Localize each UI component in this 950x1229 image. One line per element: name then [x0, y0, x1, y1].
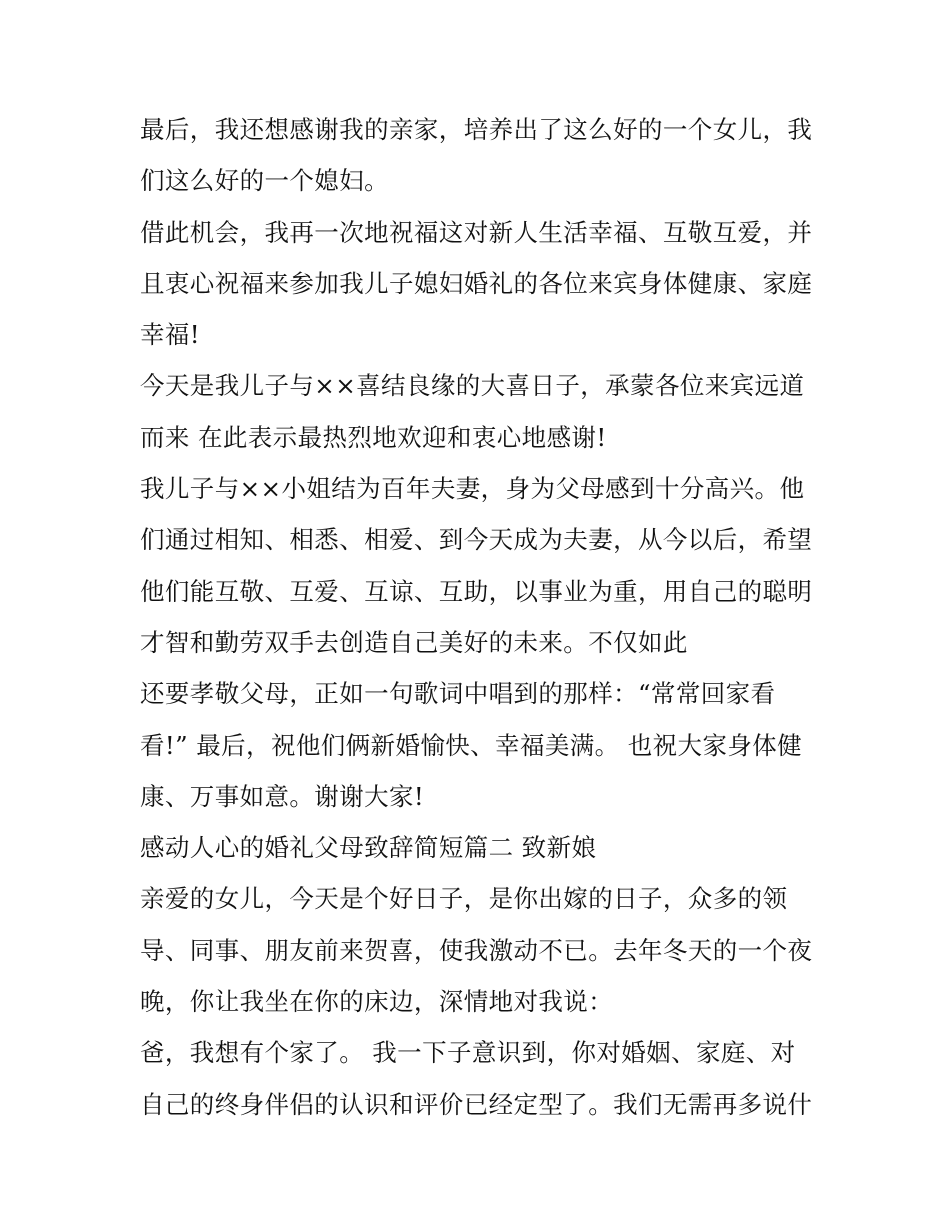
section-heading: 感动人心的婚礼父母致辞简短篇二 致新娘 [140, 833, 597, 863]
document-body [140, 104, 830, 1130]
text-line: 而来 在此表示最热烈地欢迎和衷心地感谢! [140, 422, 607, 452]
text-line: 还要孝敬父母，正如一句歌词中唱到的那样：“常常回家看 [140, 679, 776, 709]
text-line: 导、同事、朋友前来贺喜，使我激动不已。去年冬天的一个夜 [140, 935, 813, 965]
text-line: 今天是我儿子与××喜结良缘的大喜日子，承蒙各位来宾远道 [140, 371, 805, 401]
text-line: 康、万事如意。谢谢大家! [140, 781, 425, 811]
text-line: 我儿子与××小姐结为百年夫妻，身为父母感到十分高兴。他 [140, 474, 805, 504]
text-line: 自己的终身伴侣的认识和评价已经定型了。我们无需再多说什 [140, 1089, 813, 1119]
text-line: 幸福! [140, 320, 201, 350]
text-line: 才智和勤劳双手去创造自己美好的未来。不仅如此 [140, 627, 688, 657]
text-line: 们通过相知、相悉、相爱、到今天成为夫妻，从今以后，希望 [140, 525, 813, 555]
text-line: 最后，我还想感谢我的亲家，培养出了这么好的一个女儿，我 [140, 115, 813, 144]
text-line: 爸，我想有个家了。 我一下子意识到，你对婚姻、家庭、对 [140, 1038, 796, 1068]
text-line: 且衷心祝福来参加我儿子媳妇婚礼的各位来宾身体健康、家庭 [140, 268, 813, 298]
text-line: 亲爱的女儿，今天是个好日子，是你出嫁的日子，众多的领 [140, 884, 788, 914]
text-line: 借此机会，我再一次地祝福这对新人生活幸福、互敬互爱，并 [140, 217, 813, 247]
text-line: 他们能互敬、互爱、互谅、互助，以事业为重，用自己的聪明 [140, 576, 813, 606]
text-line: 们这么好的一个媳妇。 [140, 166, 389, 196]
text-line: 看!” 最后，祝他们俩新婚愉快、幸福美满。 也祝大家身体健 [140, 730, 803, 760]
text-line: 晚，你让我坐在你的床边，深情地对我说： [140, 987, 614, 1017]
